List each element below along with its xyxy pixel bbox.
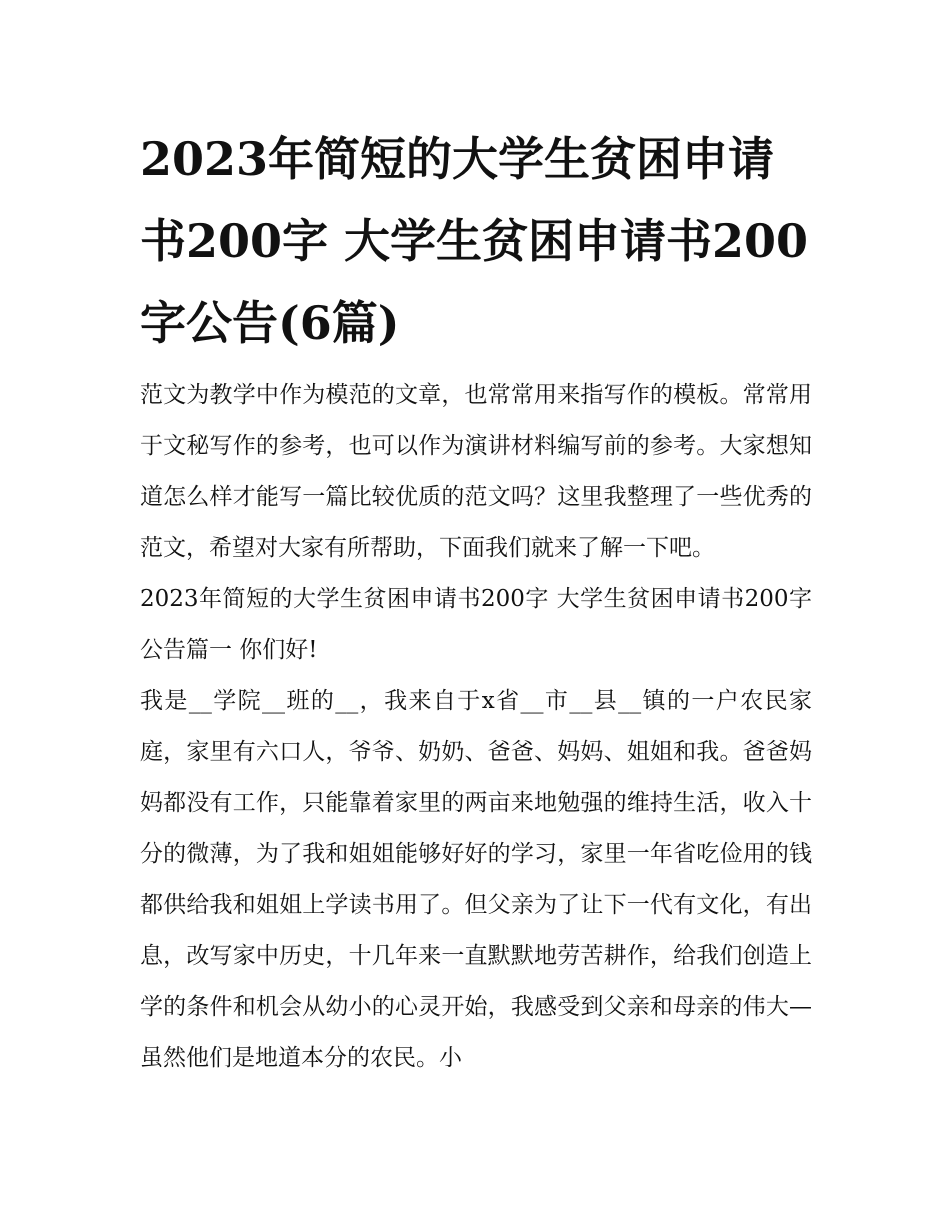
section-heading: 2023年简短的大学生贫困申请书200字 大学生贫困申请书200字公告篇一 你们好! bbox=[140, 586, 812, 663]
body-paragraph: 我是__学院__班的__，我来自于x省__市__县__镇的一户农民家庭，家里有六口人，爷爷、奶奶、爸爸、妈妈、姐姐和我。爸爸妈妈都没有工作，只能靠着家里的两亩来地勉强的维持生活，收入十分的微薄，为了我和姐姐能够好好的学习，家里一年省吃俭用的钱都供给我和姐姐上学读书用了。但父亲为了让下一代有文化，有出息，改写家中历史，十几年来一直默默地劳苦耕作，给我们创造上学的条件和机会从幼小的心灵开始，我感受到父亲和母亲的伟大—虽然他们是地道本分的农民。小 bbox=[140, 688, 812, 1071]
document-title: 2023年简短的大学生贫困申请书200字 大学生贫困申请书200字公告(6篇) bbox=[140, 132, 809, 350]
document-page bbox=[140, 118, 812, 1084]
intro-paragraph: 范文为教学中作为模范的文章，也常常用来指写作的模板。常常用于文秘写作的参考，也可以作为演讲材料编写前的参考。大家想知道怎么样才能写一篇比较优质的范文吗？这里我整理了一些优秀的范文，希望对大家有所帮助，下面我们就来了解一下吧。 bbox=[140, 382, 812, 561]
